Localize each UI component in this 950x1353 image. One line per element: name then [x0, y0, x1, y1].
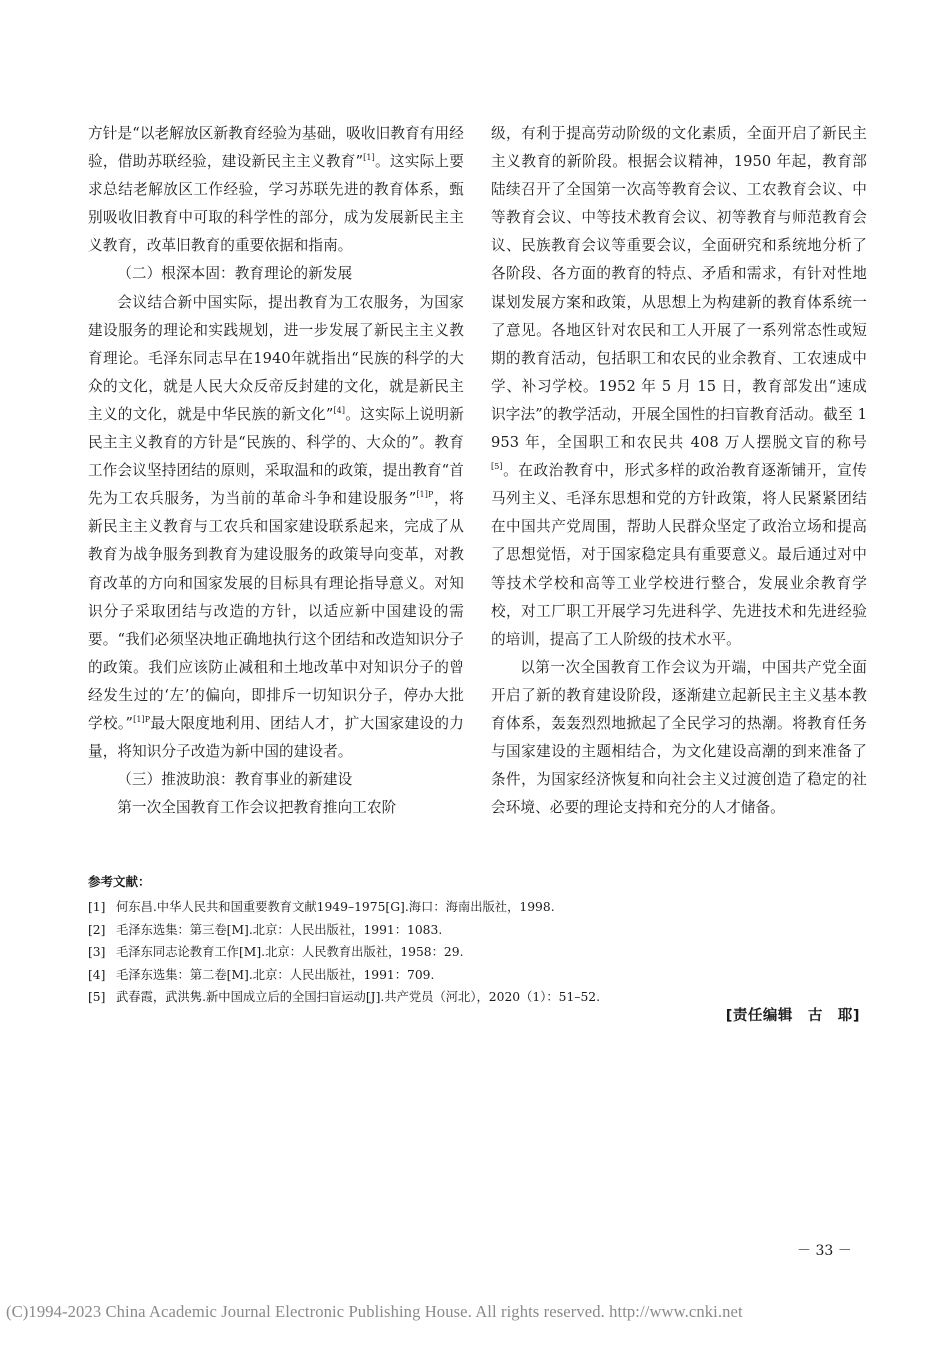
citation[interactable]: [5] [491, 462, 503, 472]
right-column [491, 120, 867, 822]
reference-item: [4] 毛泽东选集：第二卷[M].北京：人民出版社，1991：709. [88, 967, 435, 982]
references-title: 参考文献： [88, 874, 151, 889]
citation[interactable]: [1]P [416, 490, 434, 500]
references [88, 872, 862, 1009]
section-heading: （二）根深本固：教育理论的新发展 [117, 265, 353, 283]
citation[interactable]: [1] [363, 153, 375, 163]
editor-note: [责任编辑 古 耶] [725, 1008, 860, 1024]
body-paragraph: 级，有利于提高劳动阶级的文化素质，全面开启了新民主主义教育的新阶段。根据会议精神，1950 年起，教育部陆续召开了全国第一次高等教育会议、工农教育会议、中等教育会议、中等技术教育会议、初等教育与师范教育会议、民族教育会议等重要会议，全面研究和系统地分析了各阶段、各方面的教育的特点、矛盾和需求，有针对性地谋划发展方案和政策，从思想上为构建新的教育体系统一了意见。各地区针对农民和工人开展了一系列常态性或短期的教育活动，包括职工和农民的业余教育、工农速成中学、补习学校。1952 年 5 月 15 日，教育部发出“速成识字法”的教学活动，开展全国性的扫盲教育活动。截至 1953 年，全国职工和农民共 408 万人摆脱文盲的称号[5]。在政治教育中，形式多样的政治教育逐渐铺开，宣传马列主义、毛泽东思想和党的方针政策，将人民紧紧团结在中国共产党周围，帮助人民群众坚定了政治立场和提高了思想觉悟，对于国家稳定具有重要意义。最后通过对中等技术学校和高等工业学校进行整合，发展业余教育学校，对工厂职工开展学习先进科学、先进技术和先进经验的培训，提高了工人阶级的技术水平。 [491, 125, 867, 648]
body-paragraph: 会议结合新中国实际，提出教育为工农服务，为国家建设服务的理论和实践规划，进一步发展了新民主主义教育理论。毛泽东同志早在1940年就指出“民族的科学的大众的文化，就是人民大众反帝反封建的文化，就是新民主主义的文化，就是中华民族的新文化”[4]。这实际上说明新民主主义教育的方针是“民族的、科学的、大众的”。教育工作会议坚持团结的原则，采取温和的政策，提出教育“首先为工农兵服务，为当前的革命斗争和建设服务”$^{[1]P}$，将新民主主义教育与工农兵和国家建设联系起来，完成了从教育为战争服务到教育为建设服务的政策导向变革，对教育改革的方向和国家发展的目标具有理论指导意义。对知识分子采取团结与改造的方针，以适应新中国建设的需要。“我们必须坚决地正确地执行这个团结和改造知识分子的政策。我们应该防止减租和土地改革中对知识分子的曾经发生过的‘左’的偏向，即排斥一切知识分子，停办大批学校。”$^{[1]P}$最大限度地利用、团结人才，扩大国家建设的力量，将知识分子改造为新中国的建设者。 [88, 293, 465, 761]
reference-item: [1] 何东昌.中华人民共和国重要教育文献1949–1975[G].海口：海南出版社，1998. [88, 900, 555, 914]
reference-item: [3] 毛泽东同志论教育工作[M].北京：人民教育出版社，1958：29. [88, 945, 464, 960]
reference-item: [5] 武春霞，武洪隽.新中国成立后的全国扫盲运动[J].共产党员（河北），2020（1）：51–52. [88, 990, 601, 1005]
reference-item: [2] 毛泽东选集：第三卷[M].北京：人民出版社，1991：1083. [88, 922, 443, 937]
page-number: － 33 － [797, 1243, 852, 1259]
left-column [88, 120, 464, 822]
copyright-footer: (C)1994-2023 China Academic Journal Electronic Publishing House. All rights reserved. http://www.cnki.net [6, 1302, 743, 1321]
body-paragraph: 方针是“以老解放区新教育经验为基础，吸收旧教育有用经验，借助苏联经验，建设新民主主义教育”[1]。这实际上要求总结老解放区工作经验，学习苏联先进的教育体系，甄别吸收旧教育中可取的科学性的部分，成为发展新民主主义教育，改革旧教育的重要依据和指南。 [88, 125, 464, 255]
citation[interactable]: [1]P [133, 714, 151, 724]
body-paragraph: 以第一次全国教育工作会议为开端，中国共产党全面开启了新的教育建设阶段，逐渐建立起新民主主义基本教育体系，轰轰烈烈地掀起了全民学习的热潮。将教育任务与国家建设的主题相结合，为文化建设高潮的到来准备了条件，为国家经济恢复和向社会主义过渡创造了稳定的社会环境、必要的理论支持和充分的人才储备。 [491, 658, 867, 817]
citation[interactable]: [4] [333, 405, 346, 415]
body-paragraph: 第一次全国教育工作会议把教育推向工农阶 [117, 799, 397, 817]
section-heading: （三）推波助浪：教育事业的新建设 [117, 771, 353, 789]
